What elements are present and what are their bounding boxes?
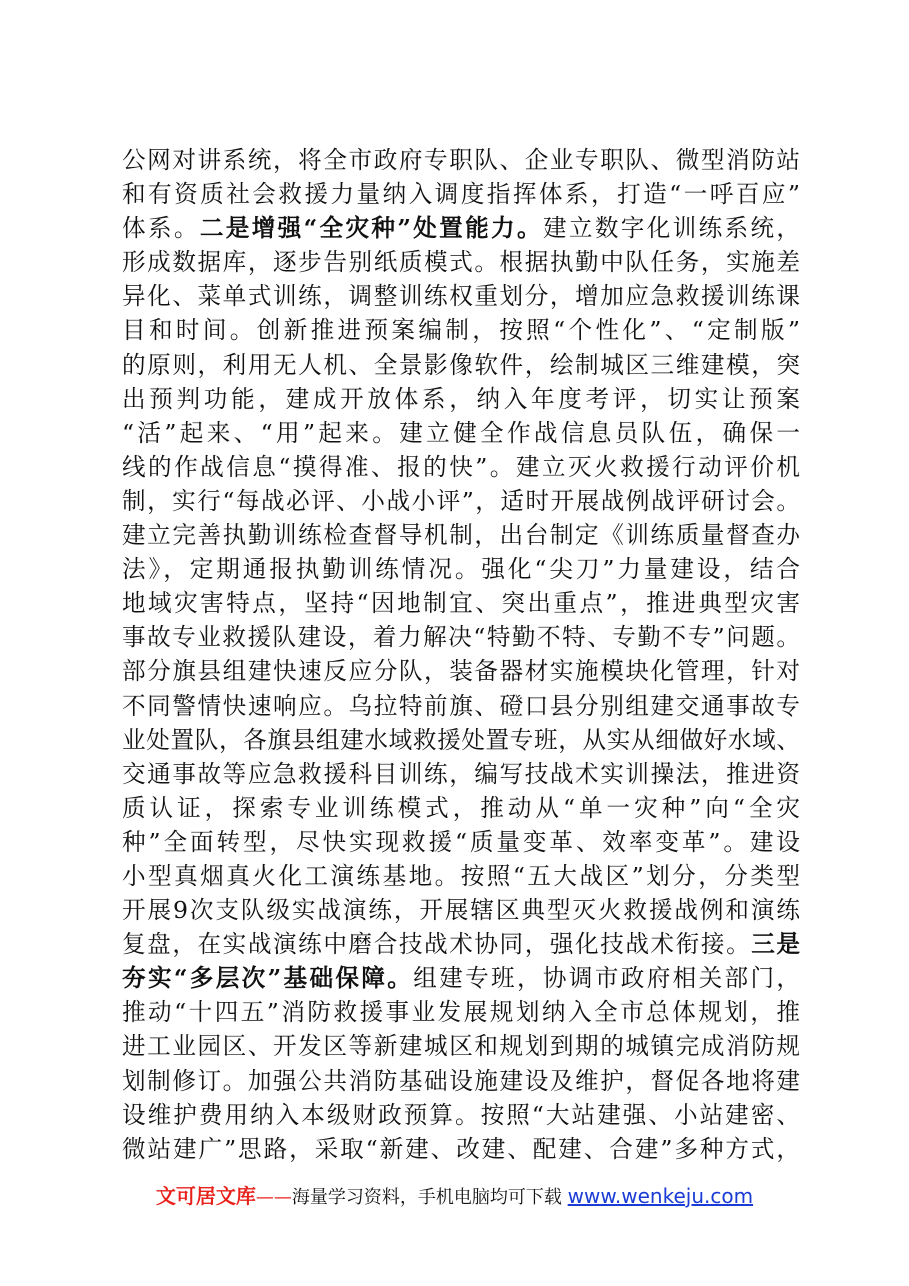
text-segment: 组建专班，协调市政府相关部门， <box>413 964 800 993</box>
text-segment: 形成数据库，逐步告别纸质模式。根据执勤中队任务，实施差 <box>122 248 800 277</box>
text-segment: 出预判功能，建成开放体系，纳入年度考评，切实让预案 <box>122 384 800 413</box>
text-segment: 微站建广”思路，采取“新建、改建、配建、合建”多种方式， <box>122 1134 800 1163</box>
text-line <box>122 313 800 347</box>
text-segment: 和有资质社会救援力量纳入调度指挥体系，打造“一呼百应” <box>122 180 800 209</box>
text-line <box>122 1098 800 1132</box>
text-segment: “活”起来、“用”起来。建立健全作战信息员队伍，确保一 <box>122 418 800 447</box>
text-segment: 进工业园区、开发区等新建城区和规划到期的城镇完成消防规 <box>122 1032 800 1061</box>
text-segment: 制，实行“每战必评、小战小评”，适时开展战例战评研讨会。 <box>122 486 800 515</box>
text-line <box>122 279 800 313</box>
text-segment: 异化、菜单式训练，调整训练权重划分，增加应急救援训练课 <box>122 282 800 311</box>
text-segment: 推动“十四五”消防救援事业发展规划纳入全市总体规划，推 <box>122 998 800 1027</box>
text-segment: 业处置队，各旗县组建水域救援处置专班，从实从细做好水域、 <box>122 725 800 754</box>
document-body <box>122 143 800 1166</box>
text-segment: 线的作战信息“摸得准、报的快”。建立灭火救援行动评价机 <box>122 452 800 481</box>
text-line <box>122 382 800 416</box>
text-line <box>122 791 800 825</box>
text-line <box>122 859 800 893</box>
text-segment: 交通事故等应急救援科目训练，编写技战术实训操法，推进资 <box>122 759 800 788</box>
text-segment: 设维护费用纳入本级财政预算。按照“大站建强、小站建密、 <box>122 1100 800 1129</box>
text-line <box>122 927 800 961</box>
footer-separator: —— <box>255 1187 292 1208</box>
bold-heading-segment: 三是 <box>751 930 800 959</box>
text-segment: 种”全面转型，尽快实现救援“质量变革、效率变革”。建设 <box>122 827 800 856</box>
text-segment: 复盘，在实战演练中磨合技战术协同，强化技战术衔接。 <box>122 930 752 959</box>
text-line <box>122 177 800 211</box>
text-segment: 划制修订。加强公共消防基础设施建设及维护，督促各地将建 <box>122 1066 800 1095</box>
footer-slogan: 海量学习资料，手机电脑均可下载 <box>291 1187 562 1208</box>
text-segment: 事故专业救援队建设，着力解决“特勤不特、专勤不专”问题。 <box>122 623 800 652</box>
text-line <box>122 484 800 518</box>
text-segment: 法》，定期通报执勤训练情况。强化“尖刀”力量建设，结合 <box>122 555 800 584</box>
bold-heading-segment: 二是增强“全灾种”处置能力。 <box>199 214 543 243</box>
text-line <box>122 995 800 1029</box>
text-line <box>122 1064 800 1098</box>
text-line <box>122 211 800 245</box>
text-line <box>122 143 800 177</box>
text-line <box>122 961 800 995</box>
text-segment: 建立完善执勤训练检查督导机制，出台制定《训练质量督查办 <box>122 521 800 550</box>
text-line <box>122 552 800 586</box>
text-segment: 建立数字化训练系统， <box>542 214 800 243</box>
text-line <box>122 654 800 688</box>
footer-url-link[interactable]: www.wenkeju.com <box>567 1184 754 1208</box>
text-line <box>122 723 800 757</box>
text-segment: 的原则，利用无人机、全景影像软件，绘制城区三维建模，突 <box>122 350 800 379</box>
text-line <box>122 689 800 723</box>
text-line <box>122 1132 800 1166</box>
text-line <box>122 450 800 484</box>
text-line <box>122 825 800 859</box>
text-line <box>122 893 800 927</box>
text-segment: 目和时间。创新推进预案编制，按照“个性化”、“定制版” <box>122 316 800 345</box>
text-line <box>122 245 800 279</box>
text-segment: 小型真烟真火化工演练基地。按照“五大战区”划分，分类型 <box>122 861 800 890</box>
text-line <box>122 757 800 791</box>
text-line <box>122 348 800 382</box>
text-line <box>122 586 800 620</box>
text-segment: 公网对讲系统，将全市政府专职队、企业专职队、微型消防站 <box>122 146 800 174</box>
text-segment: 地域灾害特点，坚持“因地制宜、突出重点”，推进典型灾害 <box>122 589 800 618</box>
text-line <box>122 1029 800 1063</box>
text-segment: 质认证，探索专业训练模式，推动从“单一灾种”向“全灾 <box>122 793 800 822</box>
text-segment: 不同警情快速响应。乌拉特前旗、磴口县分别组建交通事故专 <box>122 691 800 720</box>
text-line <box>122 620 800 654</box>
bold-heading-segment: 夯实“多层次”基础保障。 <box>122 964 414 993</box>
text-segment: 开展9次支队级实战演练，开展辖区典型灭火救援战例和演练 <box>122 896 800 925</box>
text-segment: 体系。 <box>122 214 200 243</box>
footer-brand: 文可居文库 <box>155 1184 256 1208</box>
text-line <box>122 518 800 552</box>
text-segment: 部分旗县组建快速反应分队，装备器材实施模块化管理，针对 <box>122 657 800 686</box>
footer-watermark <box>0 1180 909 1209</box>
text-line <box>122 416 800 450</box>
